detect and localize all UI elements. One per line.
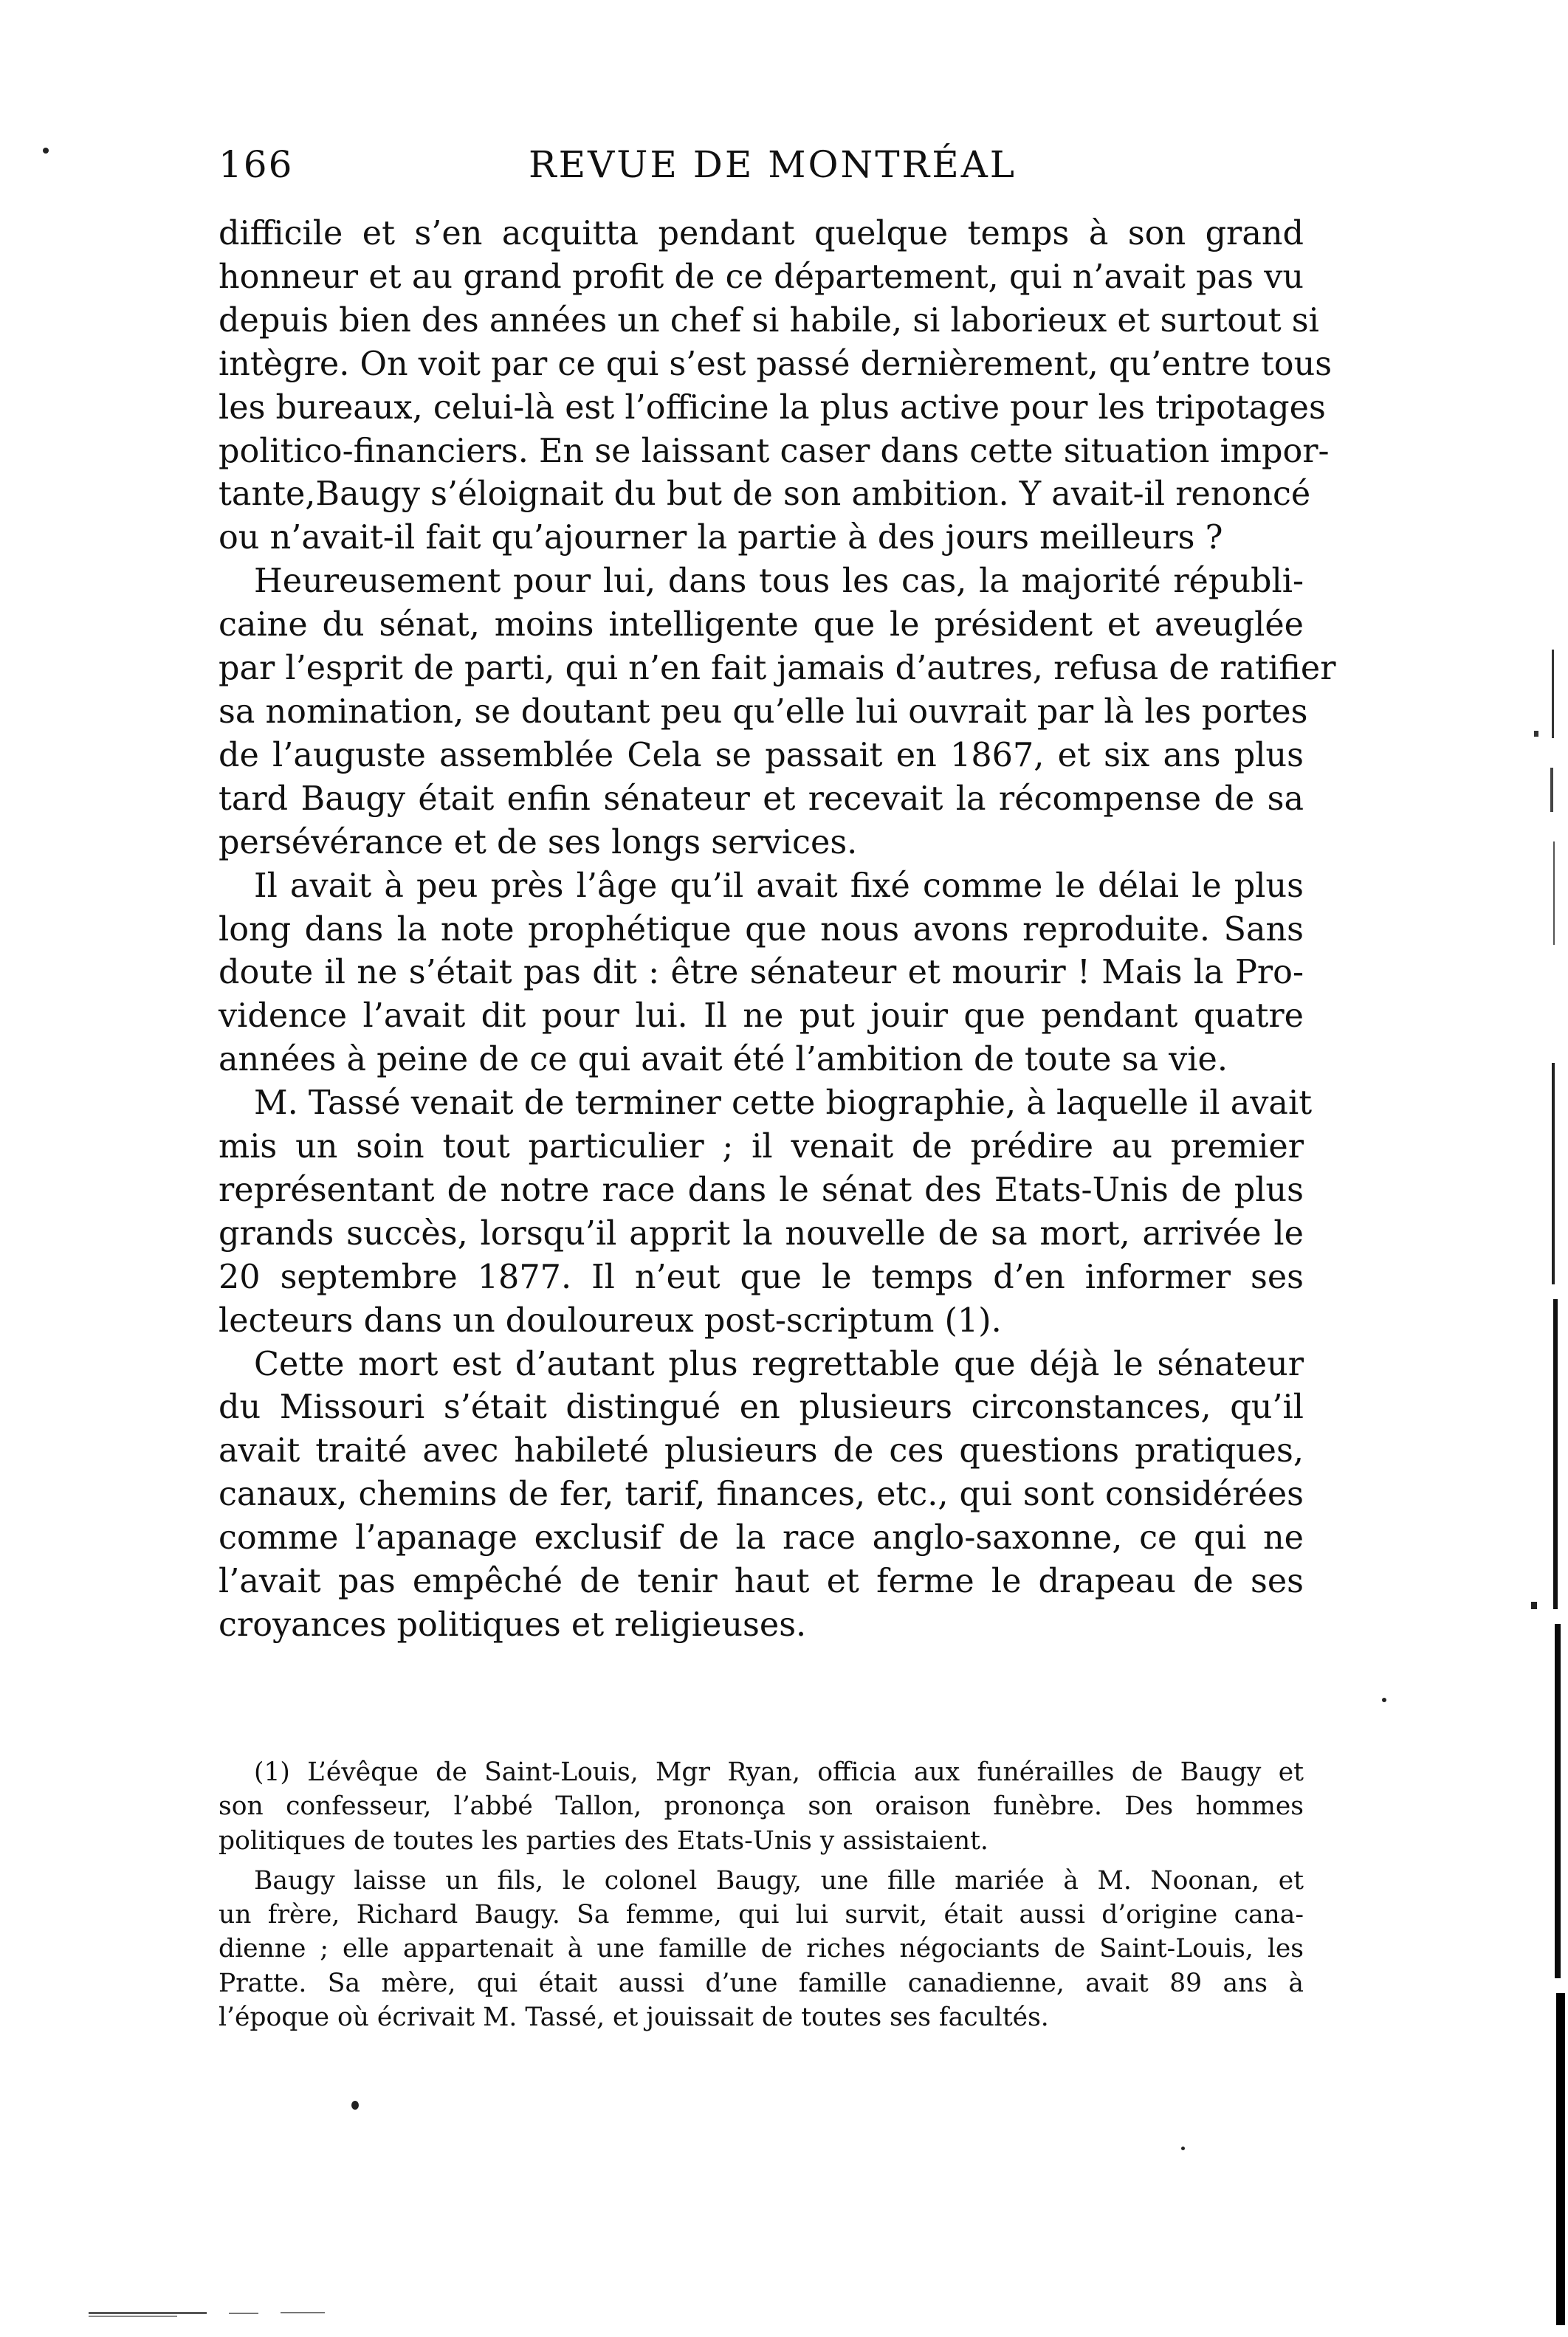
text-line: Heureusement pour lui, dans tous les cas, la majorité républi- (254, 562, 1304, 601)
text-line: ou n’avait-il fait qu’ajourner la partie à des jours meilleurs ? (219, 519, 1223, 557)
text-line: mis un soin tout particulier ; il venait de prédire au premier (219, 1128, 1304, 1166)
text-line: Il avait à peu près l’âge qu’il avait fixé comme le délai le plus (254, 867, 1304, 905)
text-line: sa nomination, se doutant peu qu’elle lui ouvrait par là les portes (219, 692, 1308, 731)
text-line: doute il ne s’était pas dit : être sénateur et mourir ! Mais la Pro- (219, 954, 1304, 992)
binding-edge-shadow (1524, 650, 1568, 2325)
footnote-line: Pratte. Sa mère, qui était aussi d’une famille canadienne, avait 89 ans à (219, 1968, 1304, 1998)
text-line: croyances politiques et religieuses. (219, 1606, 807, 1644)
page-number: 166 (219, 143, 294, 186)
text-line: long dans la note prophétique que nous avons reproduite. Sans (219, 910, 1304, 949)
text-line: l’avait pas empêché de tenir haut et ferme le drapeau de ses (219, 1563, 1304, 1601)
text-line: années à peine de ce qui avait été l’ambition de toute sa vie. (219, 1041, 1228, 1079)
text-line: grands succès, lorsqu’il apprit la nouvelle de sa mort, arrivée le (219, 1214, 1304, 1253)
text-line: représentant de notre race dans le sénat des Etats-Unis de plus (219, 1171, 1304, 1209)
footnote (219, 1864, 1304, 2034)
text-line: caine du sénat, moins intelligente que le président et aveuglée (219, 606, 1304, 644)
bottom-scan-smudge (89, 2309, 399, 2319)
text-line: canaux, chemins de fer, tarif, finances, etc., qui sont considérées (219, 1476, 1304, 1514)
running-title: REVUE DE MONTRÉAL (529, 143, 1017, 186)
paragraph (219, 865, 1304, 1083)
paragraph (219, 1343, 1304, 1648)
text-line: M. Tassé venait de terminer cette biographie, à laquelle il avait (254, 1084, 1313, 1123)
scan-speck (351, 2101, 359, 2110)
footnote-line: l’époque où écrivait M. Tassé, et jouissait de toutes ses facultés. (219, 2003, 1049, 2033)
scan-speck (43, 148, 49, 154)
text-line: lecteurs dans un douloureux post-scriptum (1). (219, 1301, 1002, 1340)
scan-speck (1181, 2147, 1185, 2150)
footnote-line: politiques de toutes les parties des Etats-Unis y assistaient. (219, 1825, 988, 1856)
paragraph (219, 560, 1336, 864)
text-line: 20 septembre 1877. Il n’eut que le temps d’en informer ses (219, 1258, 1304, 1296)
footnote-line: Baugy laisse un fils, le colonel Baugy, une fille mariée à M. Noonan, et (254, 1865, 1304, 1896)
footnotes (219, 1755, 1304, 2040)
footnote-line: dienne ; elle appartenait à une famille de riches négociants de Saint-Louis, les (219, 1934, 1304, 1964)
scan-speck (1382, 1698, 1386, 1702)
text-line: persévérance et de ses longs services. (219, 823, 858, 861)
body-text (219, 213, 1336, 1648)
footnote-line: (1) L’évêque de Saint-Louis, Mgr Ryan, officia aux funérailles de Baugy et (254, 1758, 1304, 1787)
footnote (219, 1755, 1304, 1858)
text-line: difficile et s’en acquitta pendant quelque temps à son grand (219, 215, 1304, 252)
text-line: les bureaux, celui-là est l’officine la plus active pour les tripotages (219, 388, 1326, 427)
running-header (219, 139, 1333, 190)
text-line: de l’auguste assemblée Cela se passait en 1867, et six ans plus (219, 736, 1304, 774)
text-line: tard Baugy était enfin sénateur et recevait la récompense de sa (219, 779, 1304, 818)
paragraph (219, 1082, 1313, 1343)
text-line: comme l’apanage exclusif de la race anglo-saxonne, ce qui ne (219, 1519, 1304, 1558)
text-line: tante,Baugy s’éloignait du but de son ambition. Y avait-il renoncé (219, 475, 1311, 514)
text-line: vidence l’avait dit pour lui. Il ne put jouir que pendant quatre (219, 997, 1304, 1036)
footnote-line: son confesseur, l’abbé Tallon, prononça son oraison funèbre. Des hommes (219, 1792, 1304, 1822)
text-line: par l’esprit de parti, qui n’en fait jamais d’autres, refusa de ratifier (219, 650, 1336, 688)
text-line: Cette mort est d’autant plus regrettable que déjà le sénateur (254, 1345, 1304, 1383)
text-line: avait traité avec habileté plusieurs de ces questions pratiques, (219, 1432, 1304, 1470)
text-line: honneur et au grand profit de ce département, qui n’avait pas vu (219, 258, 1304, 296)
paragraph (219, 213, 1333, 560)
text-line: intègre. On voit par ce qui s’est passé dernièrement, qu’entre tous (219, 345, 1333, 383)
footnote-line: un frère, Richard Baugy. Sa femme, qui lui survit, était aussi d’origine cana- (219, 1900, 1304, 1930)
text-line: du Missouri s’était distingué en plusieurs circonstances, qu’il (219, 1388, 1304, 1427)
text-line: politico-financiers. En se laissant caser dans cette situation impor- (219, 432, 1330, 470)
text-line: depuis bien des années un chef si habile, si laborieux et surtout si (219, 301, 1319, 340)
